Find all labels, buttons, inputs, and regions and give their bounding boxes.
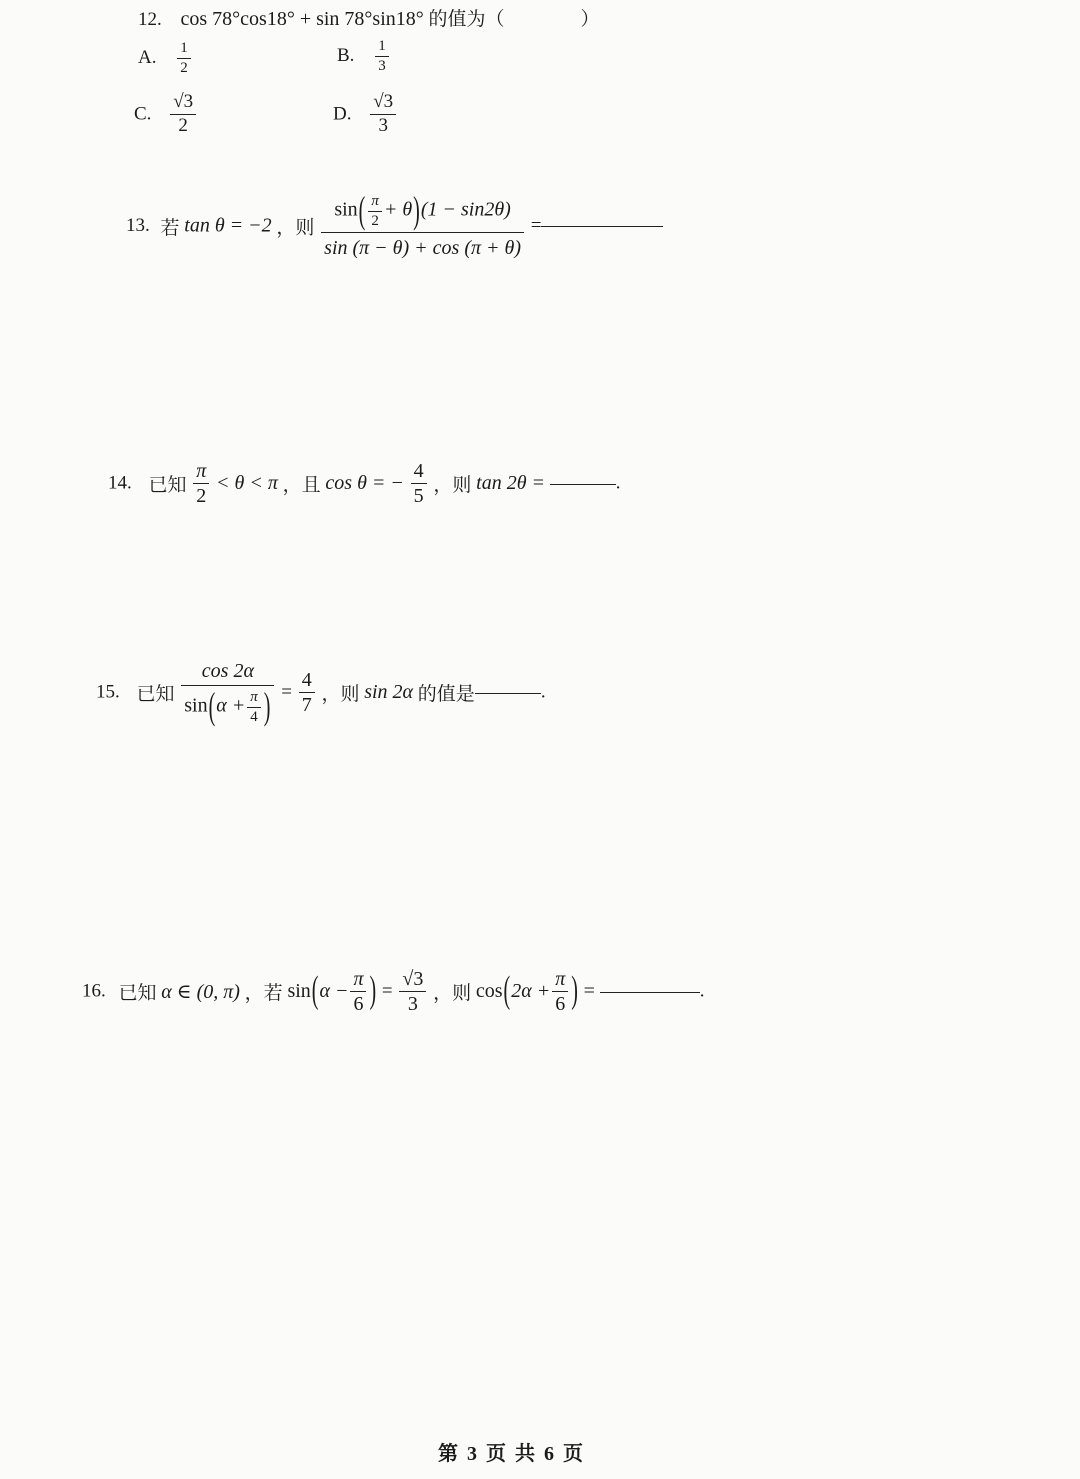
question-number: 15. [96, 681, 120, 703]
answer-blank[interactable] [600, 991, 700, 993]
question-expression: cos 78°cos18° + sin 78°sin18° [180, 8, 424, 30]
question-12 [138, 4, 600, 31]
answer-blank[interactable] [550, 483, 616, 485]
option-fraction: $\frac{1}{3}$ [375, 38, 389, 74]
question-13: 13. 若 tan θ = −2 ，则 sin( $\frac{\pi}{2}$ + θ)(1 − sin2θ) sin (π − θ) + cos (π + θ) = [126, 193, 663, 259]
question-suffix: 的值为（ ） [428, 9, 600, 30]
question-number: 12. [138, 9, 162, 30]
main-fraction [321, 190, 524, 259]
main-fraction: cos 2α sin(α + $\frac{\pi}{4}$ ) [181, 660, 274, 725]
option-label: C. [134, 103, 152, 125]
answer-blank[interactable] [475, 692, 541, 694]
option-fraction: $\frac{1}{2}$ [177, 40, 191, 76]
question-15: 15. 已知 cos 2α sin(α + $\frac{\pi}{4}$ ) = $\frac{4}{7}$ ，则 sin 2α 的值是 . [96, 660, 546, 728]
option-b [337, 38, 391, 74]
question-16: 16. 已知 α ∈ (0, π) ，若 sin(α − $\frac{\pi}{6}$ ) = $\frac{√3}{3}$ ，则 cos(2α + $\frac{\pi}{6}$ ) = . [82, 968, 705, 1015]
option-label: D. [333, 103, 352, 125]
option-fraction: $\frac{√3}{3}$ [370, 92, 396, 137]
question-number: 14. [108, 472, 132, 494]
answer-blank[interactable] [541, 225, 663, 227]
question-number: 16. [82, 980, 106, 1002]
option-label: A. [138, 47, 157, 68]
option-c [134, 92, 198, 137]
page-footer: 第 3 页 共 6 页 [438, 1443, 585, 1465]
fraction-denominator: sin (π − θ) + cos (π + θ) [324, 237, 521, 259]
fraction-numerator: sin( $\frac{\pi}{2}$ + θ)(1 − sin2θ) [321, 193, 524, 233]
option-label: B. [337, 45, 355, 66]
question-14: 14. 已知 $\frac{\pi}{2}$ < θ < π ，且 cos θ = − $\frac{4}{5}$ ，则 tan 2θ = . [108, 460, 621, 507]
question-number: 13. [126, 215, 150, 236]
condition: tan θ = −2 [184, 214, 272, 237]
option-d [333, 92, 398, 137]
option-fraction: $\frac{√3}{2}$ [170, 92, 196, 137]
option-a [138, 40, 193, 76]
